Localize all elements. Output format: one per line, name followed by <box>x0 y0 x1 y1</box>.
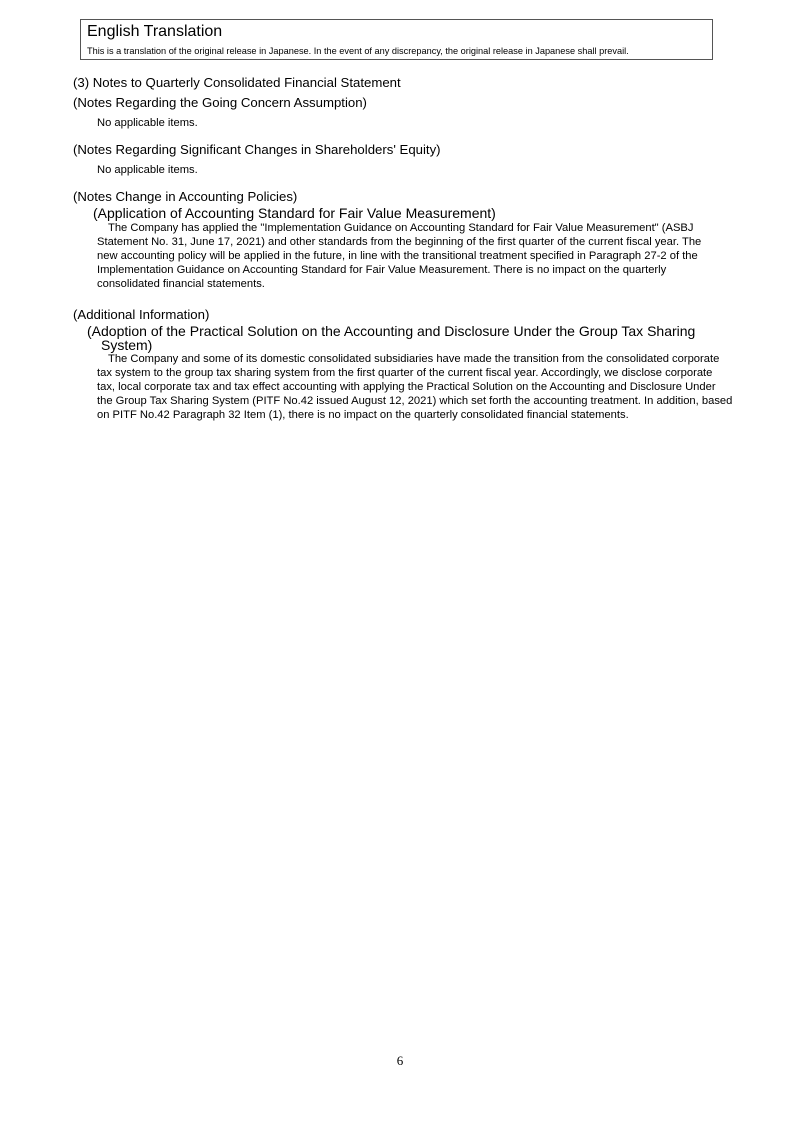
accounting-policies-heading: (Notes Change in Accounting Policies) <box>73 189 298 204</box>
going-concern-heading: (Notes Regarding the Going Concern Assumption) <box>73 95 367 110</box>
accounting-policies-subheading: (Application of Accounting Standard for Fair Value Measurement) <box>93 205 496 221</box>
shareholders-equity-heading: (Notes Regarding Significant Changes in Shareholders' Equity) <box>73 142 441 157</box>
accounting-policies-body: The Company has applied the "Implementation Guidance on Accounting Standard for Fair Value Measurement" (ASBJ Statement No. 31, June 17, 2021) and other standards from the beginning of the first quarter of the current fiscal year. The new accounting policy will be applied in the future, in line with the transitional treatment specified in Paragraph 27-2 of the Implementation Guidance on Accounting Standard for Fair Value Measurement. There is no impact on the quarterly consolidated financial statements. <box>97 222 702 291</box>
banner-note: This is a translation of the original release in Japanese. In the event of any discrepancy, the original release in Japanese shall prevail. <box>87 46 629 56</box>
shareholders-equity-body: No applicable items. <box>97 164 198 176</box>
banner-title: English Translation <box>87 23 223 40</box>
additional-information-subheading-cont: System) <box>101 337 153 353</box>
section-title: (3) Notes to Quarterly Consolidated Financial Statement <box>73 75 401 90</box>
page-number: 6 <box>396 1053 404 1068</box>
additional-information-heading: (Additional Information) <box>73 307 210 322</box>
going-concern-body: No applicable items. <box>97 117 198 129</box>
additional-information-subheading: (Adoption of the Practical Solution on the Accounting and Disclosure Under the Group Tax Sharing <box>87 323 696 339</box>
additional-information-body: The Company and some of its domestic consolidated subsidiaries have made the transition from the consolidated corporate tax system to the group tax sharing system from the first quarter of the current fiscal year. Accordingly, we disclose corporate tax, local corporate tax and tax effect accounting with applying the Practical Solution on the Accounting and Disclosure Under the Group Tax Sharing System (PITF No.42 issued August 12, 2021) which set forth the accounting treatment. In addition, based on PITF No.42 Paragraph 32 Item (1), there is no impact on the quarterly consolidated financial statements. <box>97 353 733 422</box>
translation-banner <box>80 19 713 60</box>
